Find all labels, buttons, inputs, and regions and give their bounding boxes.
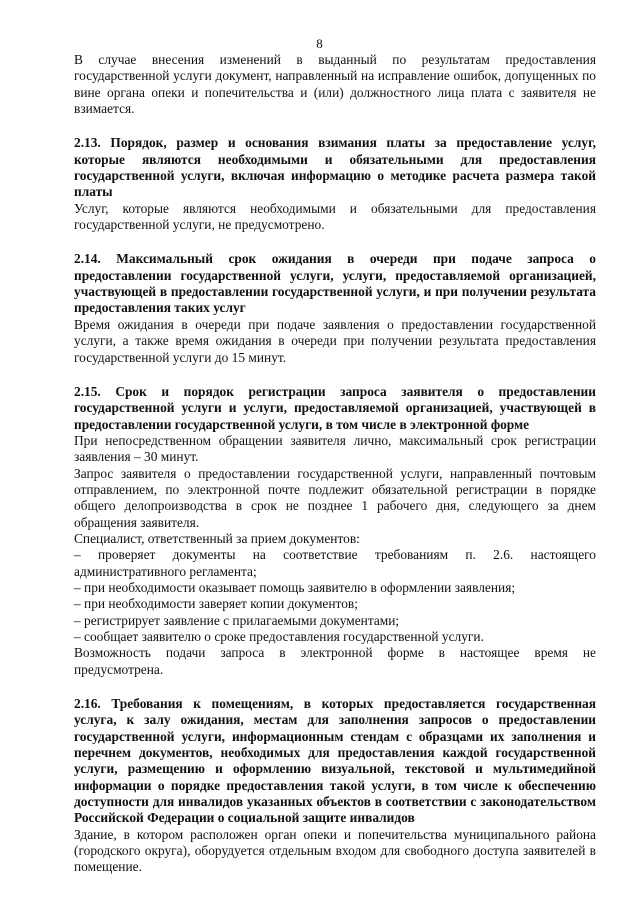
section-2-15-heading	[46, 384, 596, 433]
text-line: Здание, в котором расположен орган опеки и попечительства муниципального района	[74, 826, 596, 842]
heading-line: платы	[74, 184, 113, 200]
list-item: – сообщает заявителю о сроке предоставления государственной услуги.	[74, 629, 484, 644]
heading-line: предоставлении государственной услуги, в том числе в электронной форме	[74, 416, 530, 432]
section-2-13-body	[46, 201, 596, 234]
section-2-14-heading	[46, 251, 596, 316]
list-item: – при необходимости заверяет копии документов;	[74, 596, 358, 612]
heading-line: Российской Федерации о социальной защите инвалидов	[74, 810, 415, 826]
heading-line: которые являются необходимыми и обязательными для предоставления	[74, 151, 596, 167]
text-line: заявления – 30 минут.	[74, 449, 199, 465]
section-2-15-paragraph-1	[46, 433, 596, 466]
text-line: В случае внесения изменений в выданный по результатам предоставления	[74, 52, 596, 67]
text-line: услуги, а также время ожидания в очереди при получении результата предоставления	[74, 333, 596, 349]
heading-line: государственной услуги и услуги, предоставляемой организацией, участвующей в	[74, 400, 596, 416]
text-line: отправлением, по электронной почте подлежит обязательной регистрации в порядке	[74, 481, 596, 497]
section-2-15-paragraph-3	[46, 645, 596, 678]
heading-line: доступности для инвалидов указанных объектов в соответствии с законодательством	[74, 794, 596, 810]
text-line: Время ожидания в очереди при подаче заявления о предоставлении государственной	[74, 316, 596, 332]
document-body	[46, 52, 596, 876]
specialist-intro: Специалист, ответственный за прием документов:	[74, 530, 360, 546]
text-line: вине органа опеки и попечительства и (или) должностного лица плата с заявителя не	[74, 84, 596, 100]
heading-line: государственной услуги, информационным стендам с образцами их заполнения и	[74, 728, 596, 744]
text-line: – проверяет документы на соответствие требованиям п. 2.6. настоящего	[74, 547, 596, 563]
heading-line: информации о порядке предоставления такой услуги, в том числе к обеспечению	[74, 777, 596, 793]
text-line: государственной услуги, не предусмотрено.	[74, 217, 325, 233]
text-line: взимается.	[74, 101, 135, 117]
text-line: помещение.	[74, 859, 142, 875]
list-item: – регистрирует заявление с прилагаемыми документами;	[74, 612, 400, 628]
heading-line: перечнем документов, необходимых для предоставления каждой государственной	[74, 745, 596, 761]
text-line: Услуг, которые являются необходимыми и обязательными для предоставления	[74, 200, 596, 216]
text-line: административного регламента;	[74, 563, 257, 579]
heading-line: услуги, размещению и оформлению визуальной, текстовой и мультимедийной	[74, 761, 596, 777]
list-item	[46, 547, 596, 580]
heading-line: 2.16. Требования к помещениям, в которых предоставляется государственная	[74, 696, 596, 712]
text-line: общего делопроизводства в срок не позднее 1 рабочего дня, следующего за днем	[74, 498, 596, 514]
heading-line: участвующей в предоставлении государственной услуги, и при получении результата	[74, 284, 596, 300]
text-line: При непосредственном обращении заявителя лично, максимальный срок регистрации	[74, 432, 596, 448]
list-item: – при необходимости оказывает помощь заявителю в оформлении заявления;	[74, 579, 516, 595]
heading-line: предоставления таких услуг	[74, 300, 246, 316]
heading-line: услуга, к залу ожидания, местам для заполнения запросов о предоставлении	[74, 712, 596, 728]
section-2-16-heading	[46, 696, 596, 827]
page-number: 8	[316, 36, 323, 51]
heading-line: предоставлении государственной услуги, услуги, предоставляемой организацией,	[74, 267, 596, 283]
section-2-16-body	[46, 827, 596, 876]
section-2-13-heading	[46, 135, 596, 200]
heading-line: государственной услуги, включая информацию о методике расчета размера такой	[74, 168, 596, 184]
heading-line: 2.14. Максимальный срок ожидания в очереди при подаче запроса о	[74, 251, 596, 267]
text-line: обращения заявителя.	[74, 514, 200, 530]
text-line: государственной услуги документ, направленный на исправление ошибок, допущенных по	[74, 68, 596, 84]
heading-line: 2.15. Срок и порядок регистрации запроса заявителя о предоставлении	[74, 383, 596, 399]
section-2-14-body	[46, 317, 596, 366]
text-line: Возможность подачи запроса в электронной форме в настоящее время не	[74, 645, 596, 661]
text-line: предусмотрена.	[74, 661, 164, 677]
section-2-15-paragraph-2	[46, 466, 596, 531]
text-line: государственной услуги до 15 минут.	[74, 349, 287, 365]
intro-paragraph	[46, 52, 596, 117]
text-line: Запрос заявителя о предоставлении государственной услуги, направленный почтовым	[74, 465, 596, 481]
text-line: (городского округа), оборудуется отдельным входом для свободного доступа заявителей в	[74, 843, 596, 859]
heading-line: 2.13. Порядок, размер и основания взимания платы за предоставление услуг,	[74, 135, 596, 151]
